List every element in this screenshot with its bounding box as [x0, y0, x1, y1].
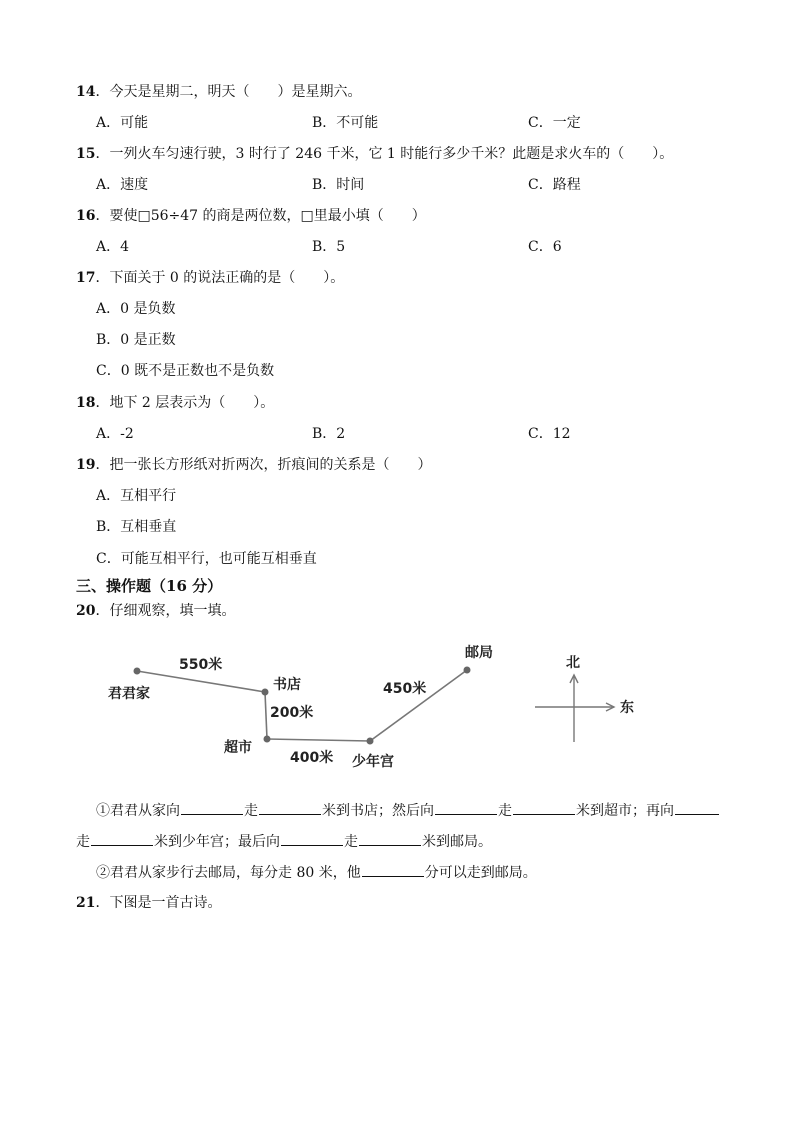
- blank-direction-1[interactable]: [181, 800, 243, 815]
- label-supermarket: 超市: [224, 740, 252, 756]
- section-title: 三、操作题（16 分）: [76, 577, 223, 595]
- q17-option-c[interactable]: C．0 既不是正数也不是负数: [96, 363, 275, 379]
- blank-direction-2[interactable]: [435, 800, 497, 815]
- route-map: [0, 630, 794, 780]
- question-number: 15: [76, 146, 96, 162]
- q19-stem: 19．把一张长方形纸对折两次，折痕间的关系是（ ）: [76, 457, 432, 473]
- q20-part1-line1: ①君君从家向 走 米到书店；然后向 走 米到超市；再向: [96, 800, 720, 821]
- bookstore-dot: [262, 689, 269, 696]
- question-number: 18: [76, 395, 96, 411]
- q20-stem: 20．仔细观察，填一填。: [76, 603, 236, 619]
- question-number: 21: [76, 895, 96, 911]
- q14-stem: 14．今天是星期二，明天（ ）是星期六。: [76, 84, 362, 100]
- q18-option-a[interactable]: A．-2: [96, 426, 134, 442]
- distance-supermarket-youth: 400米: [290, 750, 334, 766]
- q17-option-b[interactable]: B．0 是正数: [96, 332, 176, 348]
- q14-option-b[interactable]: B．不可能: [312, 115, 379, 131]
- q15-stem: 15．一列火车匀速行驶，3 时行了 246 千米，它 1 时能行多少千米？此题是求火车的（ ）。: [76, 146, 674, 162]
- blank-direction-4[interactable]: [281, 831, 343, 846]
- blank-direction-3[interactable]: [675, 800, 719, 815]
- post-office-dot: [464, 667, 471, 674]
- q15-option-b[interactable]: B．时间: [312, 177, 365, 193]
- route-bookstore-supermarket: [265, 692, 267, 739]
- q14-option-a[interactable]: A．可能: [96, 115, 149, 131]
- q20-part2: ②君君从家步行去邮局，每分走 80 米，他 分可以走到邮局。: [96, 862, 537, 883]
- blank-distance-2[interactable]: [513, 800, 575, 815]
- q17-option-a[interactable]: A．0 是负数: [96, 301, 176, 317]
- question-number: 14: [76, 84, 96, 100]
- compass-north-label: 北: [566, 655, 580, 671]
- q18-option-b[interactable]: B．2: [312, 426, 346, 442]
- q15-option-c[interactable]: C．路程: [528, 177, 581, 193]
- q16-option-b[interactable]: B．5: [312, 239, 346, 255]
- distance-youth-post: 450米: [383, 681, 427, 697]
- compass: [535, 675, 614, 742]
- q16-stem: 16．要使□56÷47 的商是两位数，□里最小填（ ）: [76, 208, 426, 224]
- label-youth-palace: 少年宫: [352, 754, 394, 770]
- supermarket-dot: [264, 736, 271, 743]
- label-post-office: 邮局: [465, 645, 493, 661]
- distance-home-bookstore: 550米: [179, 657, 223, 673]
- blank-distance-1[interactable]: [259, 800, 321, 815]
- question-number: 20: [76, 603, 96, 619]
- route-supermarket-youth: [267, 739, 370, 741]
- route-home-bookstore: [137, 671, 265, 692]
- q19-option-a[interactable]: A．互相平行: [96, 488, 177, 504]
- q15-option-a[interactable]: A．速度: [96, 177, 149, 193]
- question-number: 19: [76, 457, 96, 473]
- q19-option-c[interactable]: C．可能互相平行，也可能互相垂直: [96, 551, 317, 567]
- q20-part1-line2: 走 米到少年宫；最后向 走 米到邮局。: [76, 831, 492, 852]
- q16-option-c[interactable]: C．6: [528, 239, 562, 255]
- q14-option-c[interactable]: C．一定: [528, 115, 581, 131]
- distance-bookstore-supermarket: 200米: [270, 705, 314, 721]
- question-number: 16: [76, 208, 96, 224]
- question-number: 17: [76, 270, 96, 286]
- q18-stem: 18．地下 2 层表示为（ ）。: [76, 395, 275, 411]
- label-home: 君君家: [108, 686, 150, 702]
- q17-stem: 17．下面关于 0 的说法正确的是（ ）。: [76, 270, 345, 286]
- home-dot: [134, 668, 141, 675]
- youth-palace-dot: [367, 738, 374, 745]
- q21-stem: 21．下图是一首古诗。: [76, 895, 222, 911]
- q19-option-b[interactable]: B．互相垂直: [96, 519, 177, 535]
- q18-option-c[interactable]: C．12: [528, 426, 571, 442]
- label-bookstore: 书店: [273, 677, 301, 693]
- q16-option-a[interactable]: A．4: [96, 239, 130, 255]
- compass-east-label: 东: [620, 700, 634, 716]
- blank-minutes[interactable]: [362, 862, 424, 877]
- blank-distance-3[interactable]: [91, 831, 153, 846]
- blank-distance-4[interactable]: [359, 831, 421, 846]
